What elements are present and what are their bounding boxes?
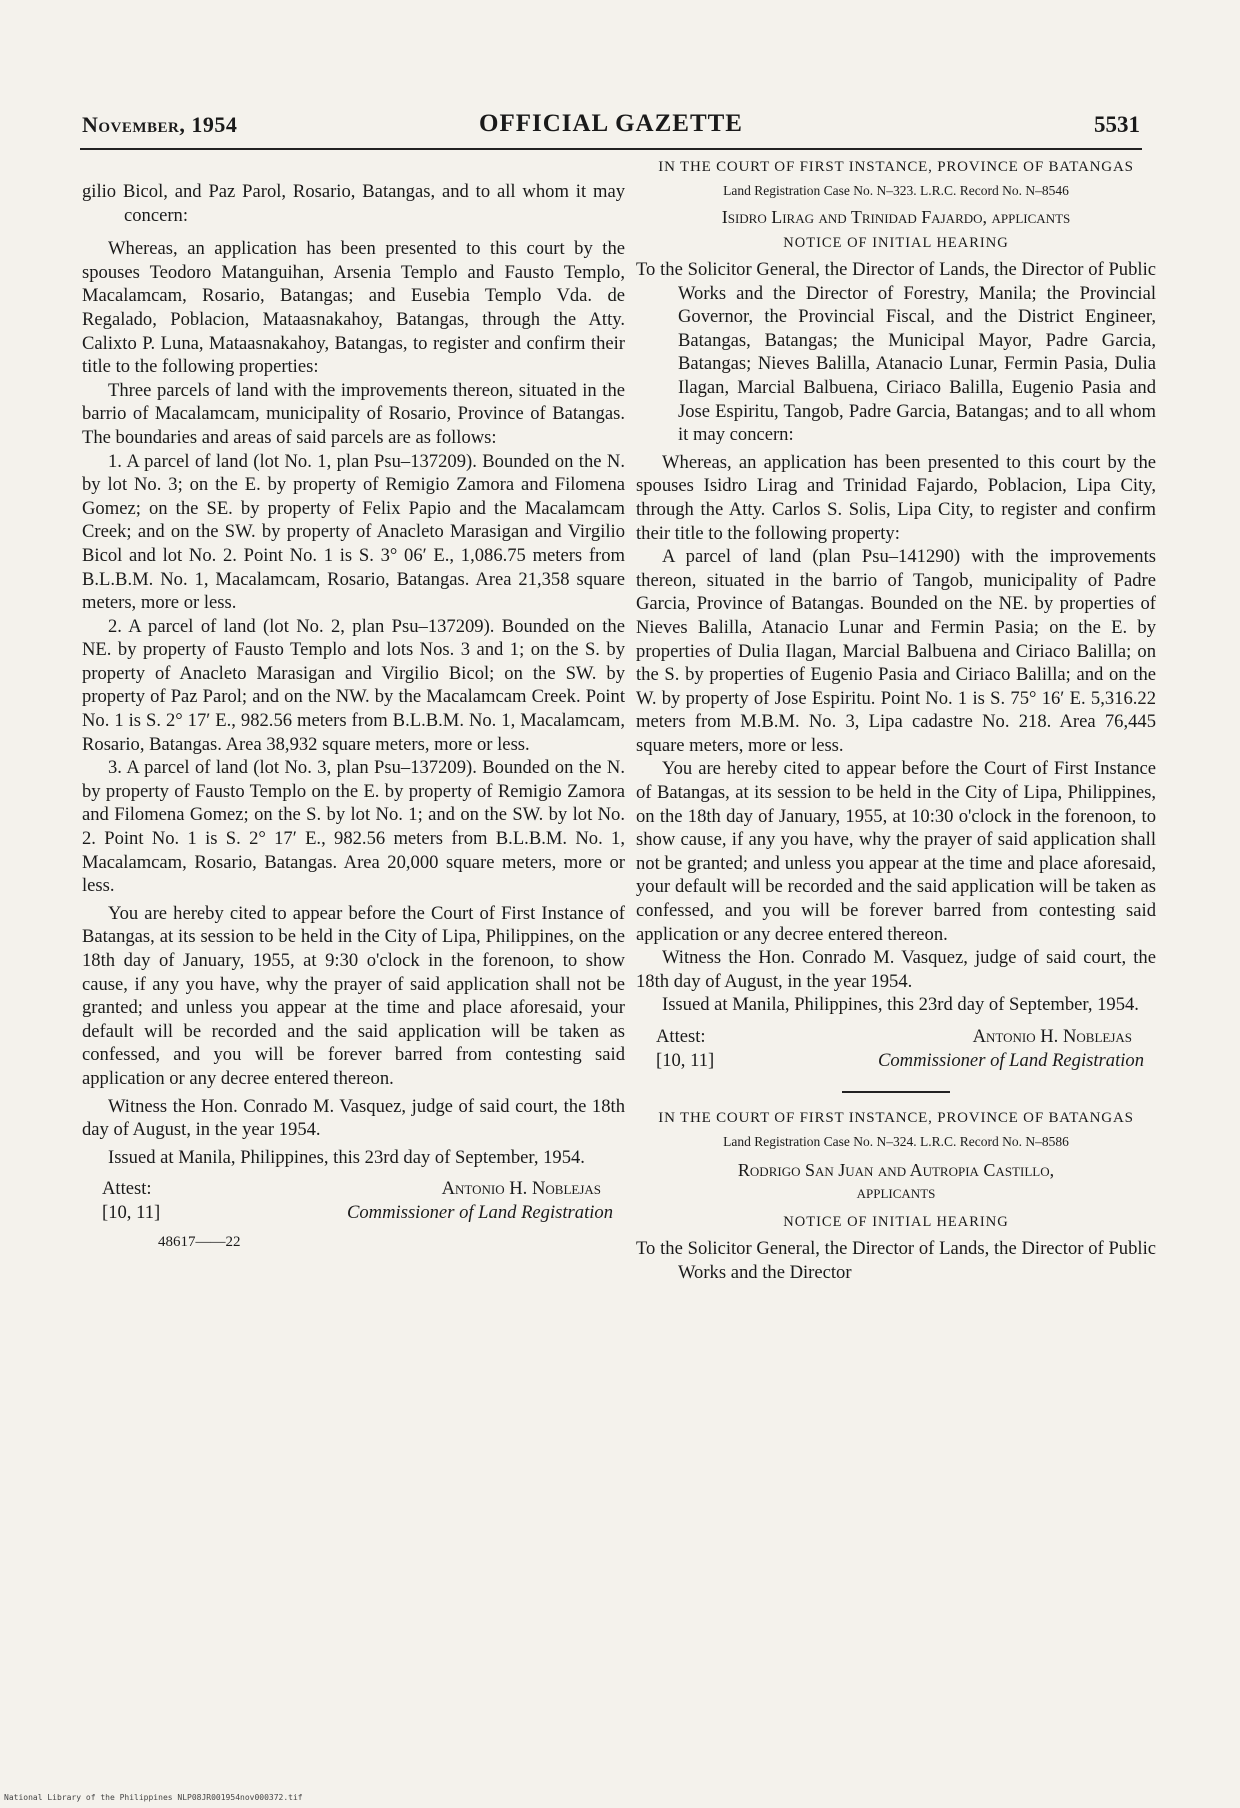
witness-paragraph: Witness the Hon. Conrado M. Vasquez, judge of said court, the 18th day of August, in the year 1954. (636, 947, 1156, 992)
applicants-line: Isidro Lirag and Trinidad Fajardo, applicants (721, 207, 1071, 227)
case-record-line: Land Registration Case No. N–323. L.R.C. Record No. N–8546 (723, 183, 1069, 198)
attest-label: Attest: (102, 1178, 152, 1200)
print-job-number: 48617——22 (158, 1234, 241, 1251)
applicants-line: Rodrigo San Juan and Autropia Castillo, (737, 1160, 1055, 1180)
header-publication-title: OFFICIAL GAZETTE (479, 110, 743, 137)
issue-reference: [10, 11] (102, 1202, 161, 1224)
page-header (80, 108, 1142, 150)
attest-label: Attest: (656, 1026, 706, 1047)
notice-title: NOTICE OF INITIAL HEARING (783, 1214, 1009, 1230)
witness-paragraph: Witness the Hon. Conrado M. Vasquez, judge of said court, the 18th day of August, in the year 1954. (82, 1095, 625, 1141)
attest-signatory-name: Antonio H. Noblejas (972, 1026, 1132, 1047)
parcels-intro-paragraph: Three parcels of land with the improvements thereon, situated in the barrio of Macalamcam, municipality of Rosario, Province of Batangas. The boundaries and areas of said parcels are as follows: (82, 379, 625, 448)
issue-reference: [10, 11] (656, 1050, 715, 1071)
parcel-paragraph: A parcel of land (plan Psu–141290) with the improvements thereon, situated in the barrio of Tangob, municipality of Padre Garcia, Province of Batangas. Bounded on the NE. by properties of Nieves Balilla, Atanacio Lunar and Fermin Pasia; on the E. by properties of Dulia Ilagan, Marcial Balbuena and Ciriaco Balilla; on the S. by properties of Eugenio Pasia and Ciriaco Balilla; and on the W. by property of Jose Espiritu. Point No. 1 is S. 75° 16′ E. 5,316.22 meters from M.B.M. No. 3, Lipa cadastre No. 218. Area 76,445 square meters, more or less. (636, 546, 1156, 756)
notice-addressees: To the Solicitor General, the Director of Lands, the Director of Public Works and the Director of Forestry, Manila; the Provincial Governor, the Provincial Fiscal, and the District Engineer, Batangas, Batangas; the Municipal Mayor, Padre Garcia, Batangas; Nieves Balilla, Atanacio Lunar, Fermin Pasia, Dulia Ilagan, Marcial Balbuena, Ciriaco Balilla, Eugenio Pasia and Jose Espiritu, Tangob, Padre Garcia, Batangas; and to all whom it may concern: (636, 259, 1156, 446)
issued-paragraph: Issued at Manila, Philippines, this 23rd day of September, 1954. (662, 994, 1139, 1016)
court-heading: IN THE COURT OF FIRST INSTANCE, PROVINCE OF BATANGAS (658, 159, 1134, 175)
attest-signatory-name: Antonio H. Noblejas (441, 1178, 601, 1200)
header-page-number: 5531 (1094, 112, 1140, 137)
attest-signatory-title: Commissioner of Land Registration (346, 1202, 613, 1224)
attest-signatory-title: Commissioner of Land Registration (877, 1050, 1144, 1071)
scan-footer: National Library of the Philippines NLP08JR001954nov000372.tif (4, 1793, 303, 1802)
whereas-paragraph: Whereas, an application has been presented to this court by the spouses Teodoro Matanguihan, Arsenia Templo and Fausto Templo, Macalamcam, Rosario, Batangas; and Eusebia Templo Vda. de Regalado, Poblacion, Mataasnakahoy, Batangas, through the Atty. Calixto P. Luna, Mataasnakahoy, Batangas, to register and confirm their title to the following properties: (82, 238, 625, 378)
parcel-3-paragraph: 3. A parcel of land (lot No. 3, plan Psu–137209). Bounded on the N. by property of Fausto Templo on the E. by property of Remigio Zamora and Filomena Gomez; on the S. by lot No. 1; and on the SW. by lot No. 2. Point No. 1 is S. 2° 17′ E., 982.56 meters from B.L.B.M. No. 1, Macalamcam, Rosario, Batangas. Area 20,000 square meters, more or less. (82, 757, 625, 897)
attestation-block (636, 1025, 1156, 1073)
applicants-label: applicants (856, 1182, 936, 1202)
attestation-block (82, 1177, 625, 1225)
notice-address-continuation: gilio Bicol, and Paz Parol, Rosario, Batangas, and to all whom it may concern: (82, 181, 625, 226)
issued-paragraph: Issued at Manila, Philippines, this 23rd day of September, 1954. (108, 1146, 585, 1168)
whereas-paragraph: Whereas, an application has been presented to this court by the spouses Isidro Lirag and Trinidad Fajardo, Poblacion, Lipa City, through the Atty. Carlos S. Solis, Lipa City, to register and confirm their title to the following property: (636, 451, 1156, 544)
notice-addressees: To the Solicitor General, the Director of Lands, the Director of Public Works and the Director (636, 1238, 1156, 1283)
parcel-2-paragraph: 2. A parcel of land (lot No. 2, plan Psu–137209). Bounded on the NE. by property of Fausto Templo and lots Nos. 3 and 1; on the S. by property of Anacleto Marasigan and Virgilio Bicol; on the SW. by property of Paz Parol; and on the NW. by the Macalamcam Creek. Point No. 1 is S. 2° 17′ E., 982.56 meters from B.L.B.M. No. 1, Macalamcam, Rosario, Batangas. Area 38,932 square meters, more or less. (82, 615, 625, 755)
citation-paragraph: You are hereby cited to appear before the Court of First Instance of Batangas, at its session to be held in the City of Lipa, Philippines, on the 18th day of January, 1955, at 9:30 o'clock in the forenoon, to show cause, if any you have, why the prayer of said application shall not be granted; and unless you appear at the time and place aforesaid, your default will be recorded and the said application will be taken as confessed, and you will be forever barred from contesting said application or any decree entered thereon. (82, 902, 625, 1089)
header-date: November, 1954 (82, 112, 238, 137)
citation-paragraph: You are hereby cited to appear before the Court of First Instance of Batangas, at its session to be held in the City of Lipa, Philippines, on the 18th day of January, 1955, at 10:30 o'clock in the forenoon, to show cause, if any you have, why the prayer of said application shall not be granted; and unless you appear at the time and place aforesaid, your default will be recorded and the said application will be taken as confessed, and you will be forever barred from contesting said application or any decree entered thereon. (636, 758, 1156, 945)
left-column (82, 180, 625, 1255)
case-record-line: Land Registration Case No. N–324. L.R.C. Record No. N–8586 (723, 1134, 1069, 1149)
court-heading: IN THE COURT OF FIRST INSTANCE, PROVINCE OF BATANGAS (658, 1110, 1134, 1126)
right-column (636, 159, 1156, 1284)
notice-title: NOTICE OF INITIAL HEARING (783, 235, 1009, 251)
parcel-1-paragraph: 1. A parcel of land (lot No. 1, plan Psu–137209). Bounded on the N. by lot No. 3; on the E. by property of Remigio Zamora and Filomena Gomez; on the SE. by property of Felix Papio and the Macalamcam Creek; and on the SW. by property of Anacleto Marasigan and Virgilio Bicol and lot No. 2. Point No. 1 is S. 3° 06′ E., 1,086.75 meters from B.L.B.M. No. 1, Macalamcam, Rosario, Batangas. Area 21,358 square meters, more or less. (82, 450, 625, 614)
section-divider (842, 1091, 950, 1093)
